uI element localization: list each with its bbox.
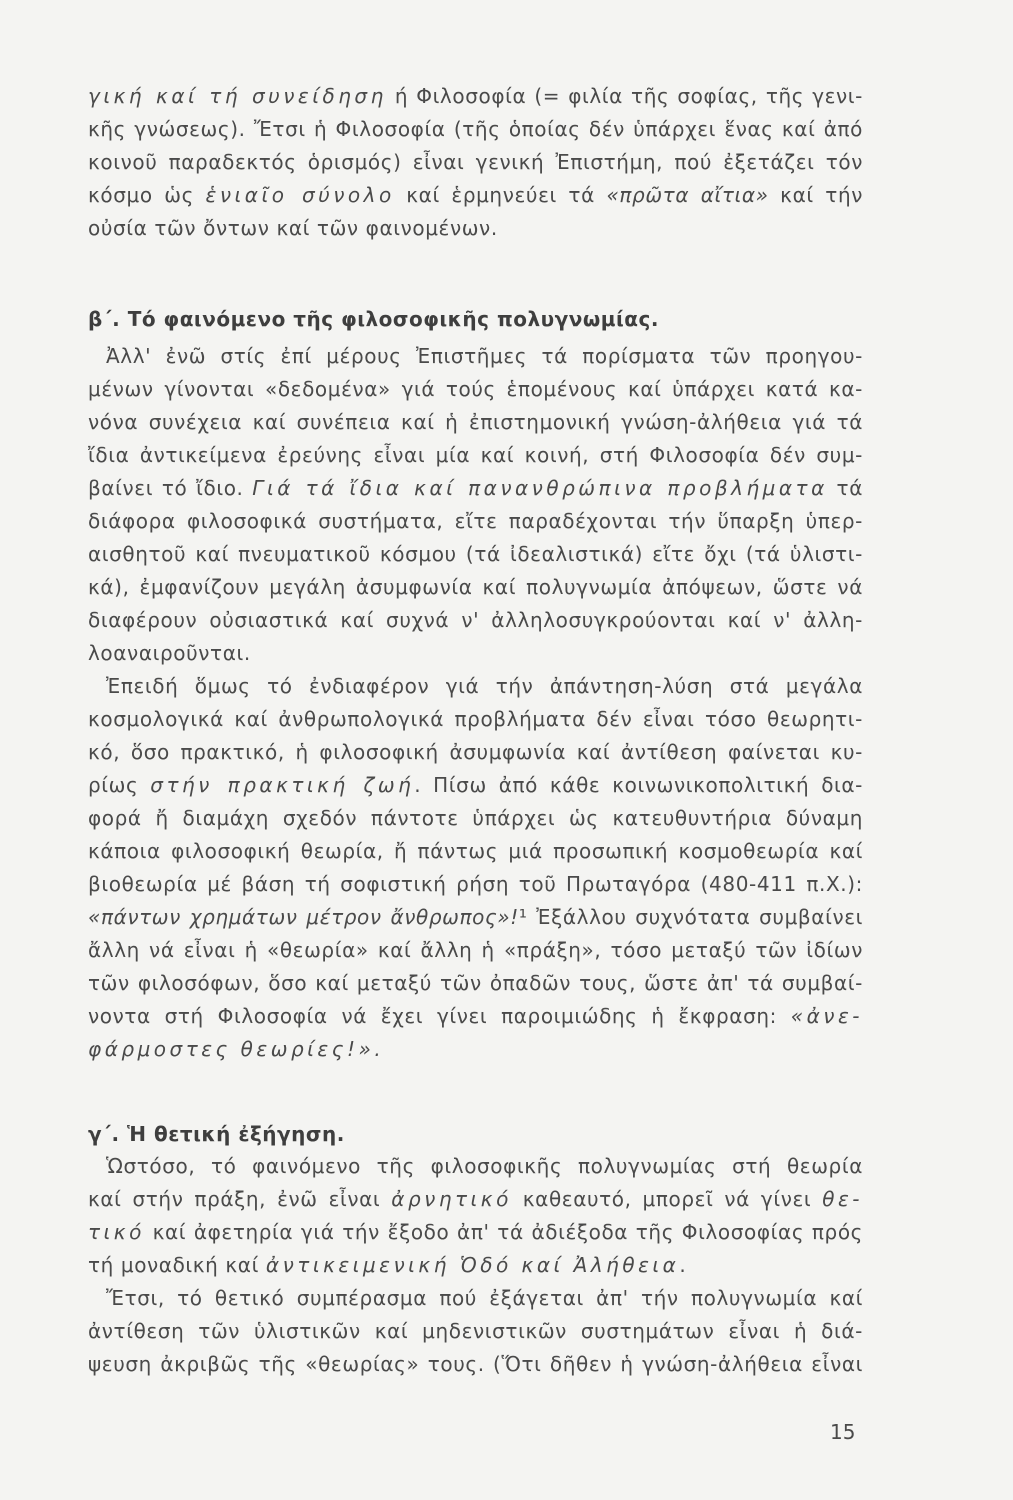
- text-line: [88, 1150, 863, 1183]
- text-line: [88, 505, 863, 538]
- text-segment: νόνα συνέχεια καί συνέπεια καί ἡ ἐπιστημονική γνώση-ἀλήθεια γιά τά: [88, 410, 863, 434]
- text-segment: Ἐπειδή ὅμως τό ἐνδιαφέρον γιά τήν ἀπάντηση-λύση στά μεγάλα: [106, 674, 863, 698]
- text-line: [88, 604, 863, 637]
- text-segment: τά: [827, 476, 863, 500]
- text-segment: καί ἑρμηνεύει τά: [394, 183, 607, 207]
- text-segment: ψευση ἀκριβῶς τῆς «θεωρίας» τους. (Ὅτι δῆθεν ἡ γνώση-ἀλήθεια εἶναι: [88, 1352, 863, 1376]
- text-line: [88, 340, 863, 373]
- text-line: [88, 571, 863, 604]
- text-segment: διαφέρουν οὐσιαστικά καί συχνά ν' ἀλληλοσυγκρούονται καί ν' ἀλλη-: [88, 608, 863, 632]
- text-segment: «ἀνε-: [790, 1004, 863, 1028]
- text-line: [88, 1348, 863, 1381]
- text-segment: αισθητοῦ καί πνευματικοῦ κόσμου (τά ἰδεαλιστικά) εἴτε ὄχι (τά ὑλιστι-: [88, 542, 863, 566]
- text-segment: τῶν φιλοσόφων, ὅσο καί μεταξύ τῶν ὀπαδῶν τους, ὥστε ἀπ' τά συμβαί-: [88, 971, 863, 995]
- text-line: [88, 703, 863, 736]
- text-line: [88, 1282, 863, 1315]
- text-segment: ή Φιλοσοφία (= φιλία τῆς σοφίας, τῆς γενι-: [386, 84, 863, 108]
- section-heading-gamma: γ΄. Ἡ θετική ἐξήγηση.: [88, 1122, 345, 1146]
- text-line: [88, 934, 863, 967]
- text-segment: Γιά τά ἴδια καί πανανθρώπινα προβλήματα: [252, 476, 828, 500]
- text-line: [88, 1033, 863, 1066]
- text-segment: «πρῶτα αἴτια»: [606, 183, 769, 207]
- text-segment: βιοθεωρία μέ βάση τή σοφιστική ρήση τοῦ Πρωταγόρα (480-411 π.Χ.):: [88, 872, 863, 896]
- text-line: [88, 868, 863, 901]
- text-segment: . Πίσω ἀπό κάθε κοινωνικοπολιτική δια-: [414, 773, 863, 797]
- text-segment: κοινοῦ παραδεκτός ὁρισμός) εἶναι γενική Ἐπιστήμη, πού ἐξετάζει τόν: [88, 150, 863, 174]
- section-heading-beta: β΄. Τό φαινόμενο τῆς φιλοσοφικῆς πολυγνωμίας.: [88, 307, 659, 331]
- text-segment: κόσμο ὡς: [88, 183, 206, 207]
- text-segment: λοαναιροῦνται.: [88, 641, 251, 665]
- text-line: [88, 1315, 863, 1348]
- text-segment: ἑνιαῖο σύνολο: [205, 183, 395, 207]
- text-segment: φάρμοστες θεωρίες!».: [88, 1037, 385, 1061]
- text-segment: .: [679, 1253, 687, 1277]
- text-segment: τή μοναδική καί: [88, 1253, 266, 1277]
- text-line: [88, 113, 863, 146]
- text-line: [88, 835, 863, 868]
- text-segment: γική καί τή: [88, 84, 252, 108]
- text-segment: φορά ἤ διαμάχη σχεδόν πάντοτε ὑπάρχει ὡς κατευθυντήρια δύναμη: [88, 806, 863, 830]
- text-line: [88, 1183, 863, 1216]
- text-segment: καθεαυτό, μπορεῖ νά γίνει: [511, 1187, 823, 1211]
- text-segment: «πάντων χρημάτων μέτρον ἄνθρωπος»!: [88, 905, 519, 929]
- text-segment: κῆς γνώσεως). Ἔτσι ἡ Φιλοσοφία (τῆς ὁποίας δέν ὑπάρχει ἕνας καί ἀπό: [88, 117, 863, 141]
- text-segment: νοντα στή Φιλοσοφία νά ἔχει γίνει παροιμιώδης ἡ ἔκφραση:: [88, 1004, 791, 1028]
- paragraph-polygnomy: [88, 340, 863, 1066]
- text-segment: τικό: [88, 1220, 145, 1244]
- text-segment: ἴδια ἀντικείμενα ἐρεύνης εἶναι μία καί κοινή, στή Φιλοσοφία δέν συμ-: [88, 443, 863, 467]
- text-line: [88, 1249, 863, 1282]
- text-line: [88, 472, 863, 505]
- text-line: [88, 146, 863, 179]
- text-segment: ἀντικειμενική Ὁδό καί Ἀλήθεια: [265, 1253, 680, 1277]
- text-line: [88, 1000, 863, 1033]
- text-segment: ¹ Ἐξάλλου συχνότατα συμβαίνει: [518, 905, 863, 929]
- text-line: [88, 637, 863, 670]
- text-line: [88, 80, 863, 113]
- text-line: [88, 802, 863, 835]
- text-segment: μένων γίνονται «δεδομένα» γιά τούς ἑπομένους καί ὑπάρχει κατά κα-: [88, 377, 863, 401]
- text-segment: ἀρνητικό: [391, 1187, 512, 1211]
- text-line: [88, 179, 863, 212]
- text-line: [88, 736, 863, 769]
- text-segment: ἄλλη νά εἶναι ἡ «θεωρία» καί ἄλλη ἡ «πράξη», τόσο μεταξύ τῶν ἰδίων: [88, 938, 863, 962]
- text-segment: καί τήν: [768, 183, 863, 207]
- text-line: [88, 373, 863, 406]
- text-segment: κό, ὅσο πρακτικό, ἡ φιλοσοφική ἀσυμφωνία καί ἀντίθεση φαίνεται κυ-: [88, 740, 863, 764]
- text-segment: Ὡστόσο, τό φαινόμενο τῆς φιλοσοφικῆς πολυγνωμίας στή θεωρία: [106, 1154, 863, 1178]
- text-line: [88, 439, 863, 472]
- text-line: [88, 901, 863, 934]
- paragraph-positive-explanation: [88, 1150, 863, 1381]
- text-line: [88, 769, 863, 802]
- text-segment: Ἔτσι, τό θετικό συμπέρασμα πού ἐξάγεται ἀπ' τήν πολυγνωμία καί: [106, 1286, 863, 1310]
- text-line: [88, 1216, 863, 1249]
- text-segment: ἀντίθεση τῶν ὑλιστικῶν καί μηδενιστικῶν συστημάτων εἶναι ἡ διά-: [88, 1319, 863, 1343]
- text-line: [88, 406, 863, 439]
- text-line: [88, 670, 863, 703]
- text-segment: συνείδηση: [252, 84, 387, 108]
- text-segment: καί ἀφετηρία γιά τήν ἔξοδο ἀπ' τά ἀδιέξοδα τῆς Φιλοσοφίας πρός: [144, 1220, 863, 1244]
- text-line: [88, 212, 863, 245]
- text-segment: καί στήν πράξη, ἐνῶ εἶναι: [88, 1187, 392, 1211]
- text-segment: κοσμολογικά καί ἀνθρωπολογικά προβλήματα δέν εἶναι τόσο θεωρητι-: [88, 707, 863, 731]
- text-segment: θε-: [822, 1187, 863, 1211]
- text-segment: κά), ἐμφανίζουν μεγάλη ἀσυμφωνία καί πολυγνωμία ἀπόψεων, ὥστε νά: [88, 575, 863, 599]
- paragraph-philosophy-definition: [88, 80, 863, 245]
- text-segment: ρίως: [88, 773, 151, 797]
- text-segment: διάφορα φιλοσοφικά συστήματα, εἴτε παραδέχονται τήν ὕπαρξη ὑπερ-: [88, 509, 863, 533]
- text-segment: στήν πρακτική ζωή: [150, 773, 415, 797]
- text-segment: οὐσία τῶν ὄντων καί τῶν φαινομένων.: [88, 216, 498, 240]
- text-segment: Ἀλλ' ἐνῶ στίς ἐπί μέρους Ἐπιστῆμες τά πορίσματα τῶν προηγου-: [106, 344, 863, 368]
- text-line: [88, 967, 863, 1000]
- page-number: 15: [830, 1420, 856, 1444]
- text-segment: βαίνει τό ἴδιο.: [88, 476, 253, 500]
- text-line: [88, 538, 863, 571]
- text-segment: κάποια φιλοσοφική θεωρία, ἤ πάντως μιά προσωπική κοσμοθεωρία καί: [88, 839, 863, 863]
